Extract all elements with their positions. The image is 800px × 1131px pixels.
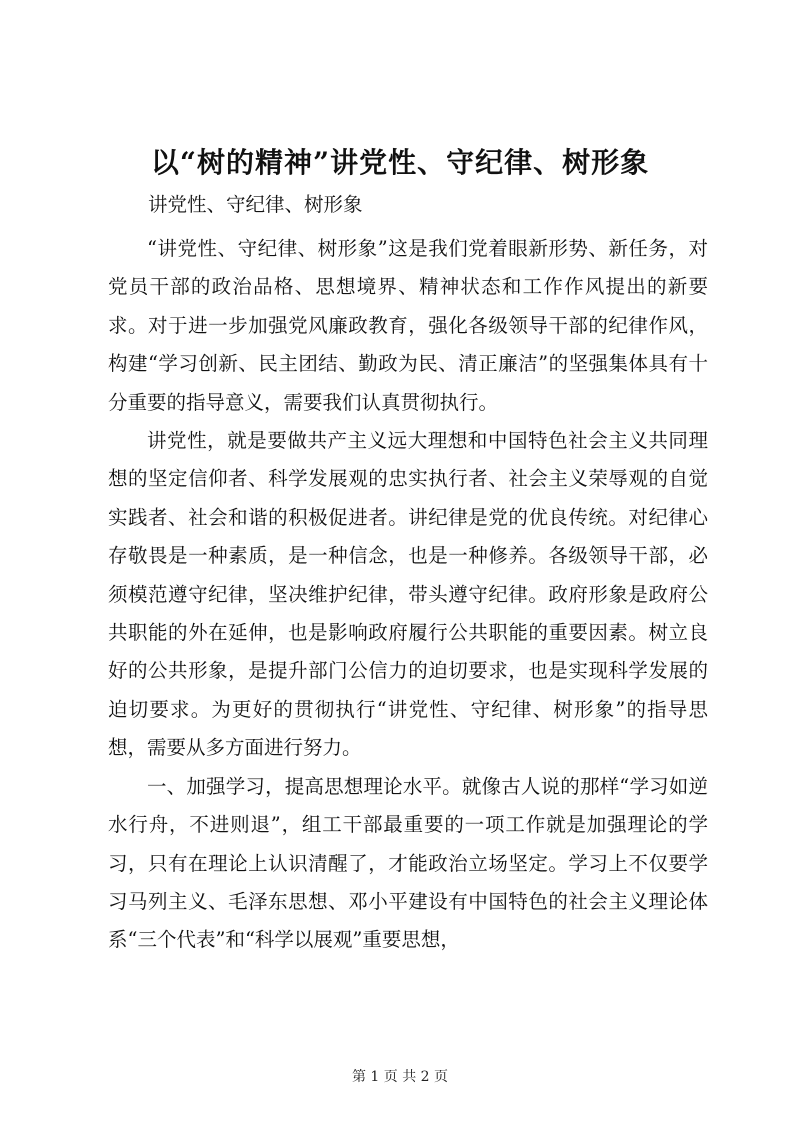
document-title: 以“树的精神”讲党性、守纪律、树形象 bbox=[150, 146, 650, 179]
page-footer: 第 1 页 共 2 页 bbox=[351, 1069, 449, 1085]
body-paragraph-1: “讲党性、守纪律、树形象”这是我们党着眼新形势、新任务，对党员干部的政治品格、思想境界、精神状态和工作作风提出的新要求。对于进一步加强党风廉政教育，强化各级领导干部的纪律作风，构建“学习创新、民主团结、勤政为民、清正廉洁”的坚强集体具有十分重要的指导意义，需要我们认真贯彻执行。 bbox=[108, 237, 708, 414]
document-subtitle: 讲党性、守纪律、树形象 bbox=[148, 193, 363, 216]
document-body bbox=[108, 230, 708, 960]
body-paragraph-3: 一、加强学习，提高思想理论水平。就像古人说的那样“学习如逆水行舟，不进则退”，组工干部最重要的一项工作就是加强理论的学习，只有在理论上认识清醒了，才能政治立场坚定。学习上不仅要学习马列主义、毛泽东思想、邓小平建设有中国特色的社会主义理论体系“三个代表”和“科学以展观”重要思想， bbox=[108, 774, 708, 952]
body-paragraph-2: 讲党性，就是要做共产主义远大理想和中国特色社会主义共同理想的坚定信仰者、科学发展观的忠实执行者、社会主义荣辱观的自觉实践者、社会和谐的积极促进者。讲纪律是党的优良传统。对纪律心存敬畏是一种素质，是一种信念，也是一种修养。各级领导干部，必须模范遵守纪律，坚决维护纪律，带头遵守纪律。政府形象是政府公共职能的外在延伸，也是影响政府履行公共职能的重要因素。树立良好的公共形象，是提升部门公信力的迫切要求，也是实现科学发展的迫切要求。为更好的贯彻执行“讲党性、守纪律、树形象”的指导思想，需要从多方面进行努力。 bbox=[108, 429, 708, 760]
